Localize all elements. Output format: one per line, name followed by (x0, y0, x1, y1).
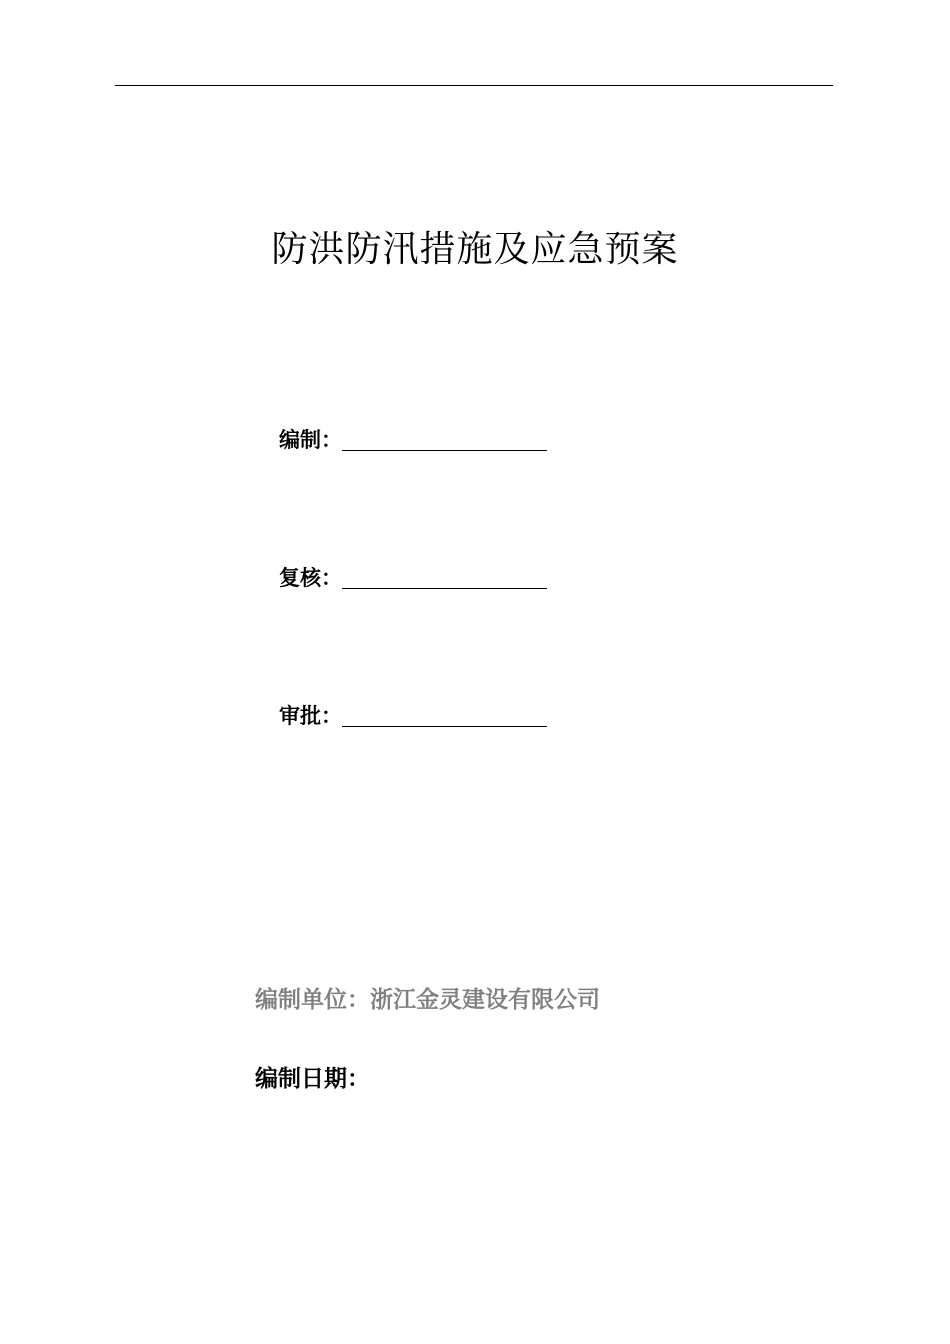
header-rule (115, 85, 833, 86)
signature-blank-line (342, 726, 547, 727)
signature-row-editor (279, 422, 547, 454)
signature-row-approve (279, 698, 547, 730)
signature-blank-line (342, 450, 547, 451)
signature-label-review: 复核： (279, 566, 342, 590)
signature-blank-line (342, 588, 547, 589)
signature-label-editor: 编制： (279, 428, 342, 452)
organization-line: 编制单位：浙江金灵建设有限公司 (255, 987, 600, 1013)
signature-label-approve: 审批： (279, 704, 342, 728)
signature-row-review (279, 560, 547, 592)
date-label: 编制日期： (255, 1066, 370, 1092)
document-title: 防洪防汛措施及应急预案 (271, 229, 679, 270)
